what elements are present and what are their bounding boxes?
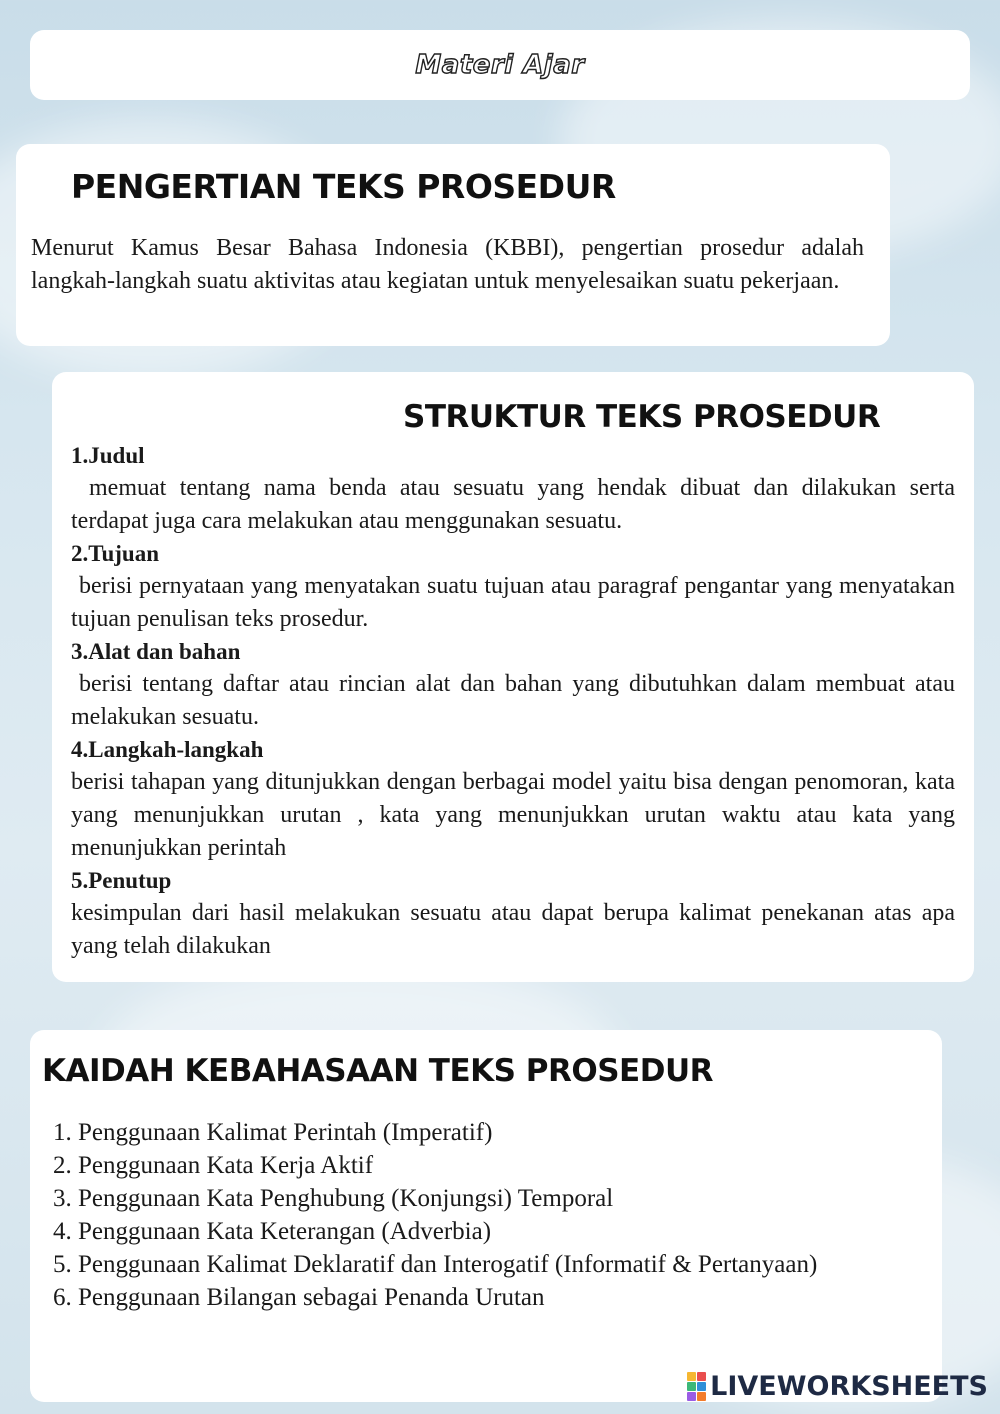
liveworksheets-icon [687, 1372, 706, 1401]
struktur-heading: STRUKTUR TEKS PROSEDUR [403, 399, 881, 435]
struktur-item-text: berisi tentang daftar atau rincian alat dan bahan yang dibutuhkan dalam membuat atau melakukan sesuatu. [71, 671, 955, 730]
list-item: 3. Penggunaan Kata Penghubung (Konjungsi) Temporal [78, 1182, 866, 1215]
list-item: 6. Penggunaan Bilangan sebagai Penanda Urutan [78, 1281, 866, 1314]
struktur-item-text: memuat tentang nama benda atau sesuatu yang hendak dibuat dan dilakukan serta terdapat juga cara melakukan atau menggunakan sesuatu. [71, 475, 955, 534]
struktur-item-text: berisi pernyataan yang menyatakan suatu tujuan atau paragraf pengantar yang menyatakan tujuan penulisan teks prosedur. [71, 573, 955, 632]
struktur-item-title: 1.Judul [71, 443, 145, 468]
kaidah-heading: KAIDAH KEBAHASAAN TEKS PROSEDUR [42, 1053, 713, 1089]
struktur-item-title: 3.Alat dan bahan [71, 639, 241, 664]
brand-name: LIVEWORKSHEETS [710, 1371, 988, 1402]
list-item: 1. Penggunaan Kalimat Perintah (Imperatif) [78, 1116, 866, 1149]
struktur-item-text: kesimpulan dari hasil melakukan sesuatu atau dapat berupa kalimat penekanan atas apa yang telah dilakukan [71, 900, 955, 959]
list-item: 2. Penggunaan Kata Kerja Aktif [78, 1149, 866, 1182]
liveworksheets-logo[interactable] [687, 1371, 988, 1402]
struktur-item-title: 5.Penutup [71, 868, 172, 893]
kaidah-card [30, 1030, 942, 1402]
header-card [30, 30, 970, 100]
list-item: 4. Penggunaan Kata Keterangan (Adverbia) [78, 1215, 866, 1248]
struktur-item-title: 4.Langkah-langkah [71, 737, 264, 762]
struktur-item-title: 2.Tujuan [71, 541, 160, 566]
pengertian-heading: PENGERTIAN TEKS PROSEDUR [71, 167, 616, 206]
list-item: 5. Penggunaan Kalimat Deklaratif dan Interogatif (Informatif & Pertanyaan) [78, 1248, 866, 1281]
pengertian-card [16, 144, 890, 346]
struktur-item-text: berisi tahapan yang ditunjukkan dengan berbagai model yaitu bisa dengan penomoran, kata yang menunjukkan urutan , kata yang menunjukkan urutan waktu atau kata yang menunjukkan perintah [71, 769, 955, 861]
page-title: Materi Ajar [415, 50, 585, 80]
struktur-card [52, 372, 974, 982]
kaidah-list [42, 1116, 866, 1314]
pengertian-text: Menurut Kamus Besar Bahasa Indonesia (KBBI), pengertian prosedur adalah langkah-langkah suatu aktivitas atau kegiatan untuk menyelesaikan suatu pekerjaan. [31, 235, 864, 294]
